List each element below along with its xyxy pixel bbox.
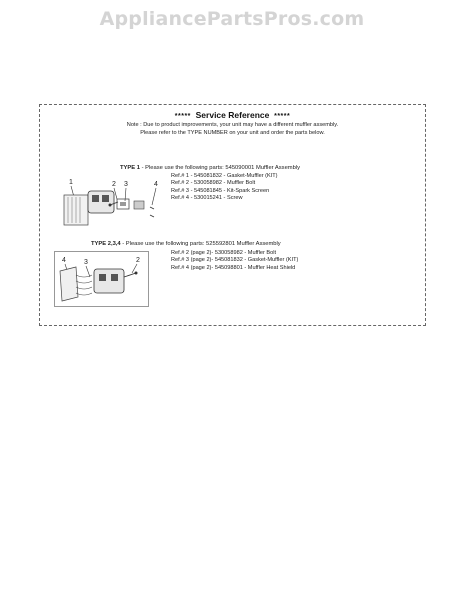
note-line-1: Note : Due to product improvements, your unit may have a different muffler assembly. xyxy=(126,122,339,128)
type234-heading xyxy=(91,241,281,247)
type234-label: TYPE 2,3,4 xyxy=(91,241,121,247)
type1-part-2: Ref.# 2 - 530058982 - Muffler Bolt xyxy=(171,180,256,187)
type1-muffler-diagram xyxy=(62,175,172,231)
type1-callout-1: 1 xyxy=(69,179,73,186)
type234-text: - Please use the following parts: 525592801 Muffler Assembly xyxy=(120,241,281,247)
type234-part-1: Ref.# 2 (page 2)- 530058982 - Muffler Bolt xyxy=(171,250,276,256)
type1-heading xyxy=(120,165,300,171)
title-stars-right: ***** xyxy=(274,113,291,120)
type1-label: TYPE 1 xyxy=(120,165,140,171)
service-note xyxy=(40,121,425,137)
watermark: AppliancePartsPros.com xyxy=(99,8,365,30)
type1-callout-4: 4 xyxy=(154,181,158,188)
type234-part-3: Ref.# 4 (page 2)- 545098801 - Muffler Heat Shield xyxy=(171,264,296,271)
type234-parts-list xyxy=(171,250,298,272)
type1-callout-2: 2 xyxy=(112,181,116,188)
title-stars-left: ***** xyxy=(174,113,191,120)
type1-parts-list xyxy=(171,173,278,202)
service-reference-title xyxy=(40,110,425,120)
type234-muffler-diagram xyxy=(54,251,149,307)
type1-part-1: Ref.# 1 - 545081832 - Gasket-Muffler (KIT) xyxy=(171,173,278,179)
type234-part-2: Ref.# 3 (page 2)- 545081832 - Gasket-Muffler (KIT) xyxy=(171,257,299,264)
type234-callout-2: 2 xyxy=(136,257,140,264)
type1-part-3: Ref.# 3 - 545081845 - Kit-Spark Screen xyxy=(171,187,270,194)
note-line-2: Please refer to the TYPE NUMBER on your unit and order the parts below. xyxy=(140,130,325,136)
type1-callout-3: 3 xyxy=(124,181,128,188)
service-reference-box xyxy=(39,104,426,326)
type1-part-4: Ref.# 4 - 530015241 - Screw xyxy=(171,194,243,201)
type1-text: - Please use the following parts: 545090001 Muffler Assembly xyxy=(139,165,301,171)
type234-callout-4: 4 xyxy=(62,257,66,264)
title-text: Service Reference xyxy=(195,110,270,120)
type234-callout-3: 3 xyxy=(84,259,88,266)
